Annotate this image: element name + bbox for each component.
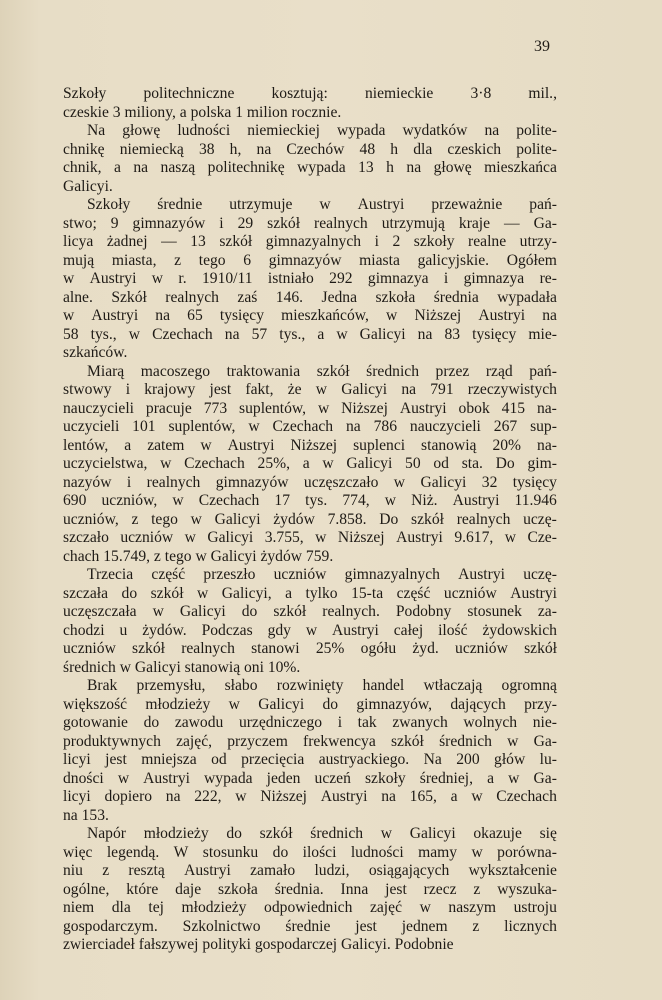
text-line: w Austryi na 65 tysięcy mieszkańców, w Niższej Austryi na: [63, 307, 557, 324]
text-line: gospodarczym. Szkolnictwo średnie jest jednem z licznych: [63, 917, 557, 935]
text-line: uczęszczała w Galicyi do szkół realnych. Podobny stosunek za-: [63, 603, 557, 620]
text-line: niem dla tej młodzieży odpowiednich zajęć w naszym ustroju: [63, 899, 557, 916]
text-line: Na głowę ludności niemieckiej wypada wydatków na polite-: [87, 122, 557, 139]
text-line: Galicyi.: [63, 177, 113, 195]
text-line: większość młodzieży w Galicyi do gimnazyów, dających przy-: [63, 695, 557, 713]
text-line: niu z resztą Austryi zamało ludzi, osiągających wykształcenie: [63, 862, 557, 879]
text-line: szczała do szkół w Galicyi, a tylko 15-ta część uczniów Austryi: [63, 584, 557, 602]
text-line: 58 tys., w Czechach na 57 tys., a w Galicyi na 83 tysięcy mie-: [63, 325, 557, 343]
text-line: chnik, a na naszą politechnikę wypada 13 h na głowę mieszkańca: [63, 159, 557, 176]
text-line: czeskie 3 miliony, a polska 1 milion rocznie.: [63, 103, 342, 121]
text-line: nazyów i realnych gimnazyów uczęszczało w Galicyi 32 tysięcy: [63, 473, 557, 491]
text-line: gotowanie do zawodu urzędniczego i tak zwanych wolnych nie-: [63, 714, 557, 731]
text-line: średnich w Galicyi stanowią oni 10%.: [63, 658, 301, 676]
text-line: w Austryi w r. 1910/11 istniało 292 gimnazya i gimnazya re-: [63, 270, 557, 287]
text-line: stwo; 9 gimnazyów i 29 szkół realnych utrzymują kraje — Ga-: [63, 214, 557, 232]
text-line: Brak przemysłu, słabo rozwinięty handel wtłaczają ogromną: [87, 677, 557, 694]
text-line: mują miasta, z tego 6 gimnazyów miasta galicyjskie. Ogółem: [63, 251, 557, 269]
text-line: chodzi u żydów. Podczas gdy w Austryi całej ilość żydowskich: [63, 621, 557, 639]
text-line: uczycielstwa, w Czechach 25%, a w Galicyi 50 od sta. Do gim-: [63, 455, 557, 472]
page-number: 39: [534, 38, 550, 55]
text-line: alne. Szkół realnych zaś 146. Jedna szkoła średnia wypadała: [63, 288, 557, 306]
text-line: chach 15.749, z tego w Galicyi żydów 759.: [63, 547, 334, 565]
text-line: 690 uczniów, w Czechach 17 tys. 774, w Niż. Austryi 11.946: [63, 492, 557, 509]
text-line: produktywnych zajęć, przyczem frekwencya szkół średnich w Ga-: [63, 732, 557, 750]
text-line: Miarą macoszego traktowania szkół średnich przez rząd pań-: [87, 362, 557, 380]
text-line: szkańców.: [63, 344, 128, 361]
text-line: dności w Austryi wypada jeden uczeń szkoły średniej, a w Ga-: [63, 769, 557, 787]
text-line: nauczycieli pracuje 773 suplentów, w Niższej Austryi obok 415 na-: [63, 399, 557, 417]
body-text: [63, 85, 557, 955]
text-line: uczycieli 101 suplentów, w Czechach na 786 nauczycieli 267 sup-: [63, 418, 557, 435]
text-line: licyi jest mniejsza od przecięcia austryackiego. Na 200 głów lu-: [63, 751, 557, 768]
text-line: licya żadnej — 13 szkół gimnazyalnych i 2 szkoły realne utrzy-: [63, 233, 557, 250]
text-line: chnikę niemiecką 38 h, na Czechów 48 h dla czeskich polite-: [63, 140, 557, 158]
text-line: więc legendą. W stosunku do ilości ludności mamy w porówna-: [63, 843, 557, 861]
text-line: Trzecia część przeszło uczniów gimnazyalnych Austryi uczę-: [87, 566, 557, 583]
text-line: uczniów szkół realnych stanowi 25% ogółu żyd. uczniów szkół: [63, 640, 557, 657]
text-line: stwowy i krajowy jest fakt, że w Galicyi na 791 rzeczywistych: [63, 381, 557, 398]
text-line: uczniów, z tego w Galicyi żydów 7.858. Do szkół realnych uczę-: [63, 510, 557, 528]
text-line: Napór młodzieży do szkół średnich w Galicyi okazuje się: [87, 825, 557, 842]
text-line: zwierciadeł fałszywej polityki gospodarczej Galicyi. Podobnie: [63, 936, 454, 953]
text-line: Szkoły politechniczne kosztują: niemieckie 3·8 mil.,: [63, 85, 557, 102]
text-line: na 153.: [63, 806, 109, 824]
text-line: ogólne, które daje szkoła średnia. Inna jest rzecz z wyszuka-: [63, 880, 557, 898]
text-line: szczało uczniów w Galicyi 3.755, w Niższej Austryi 9.617, w Cze-: [63, 529, 557, 546]
text-line: licyi dopiero na 222, w Niższej Austryi na 165, a w Czechach: [63, 788, 557, 805]
text-line: lentów, a zatem w Austryi Niższej suplenci stanowią 20% na-: [63, 436, 557, 454]
text-line: Szkoły średnie utrzymuje w Austryi przeważnie pań-: [87, 196, 557, 213]
